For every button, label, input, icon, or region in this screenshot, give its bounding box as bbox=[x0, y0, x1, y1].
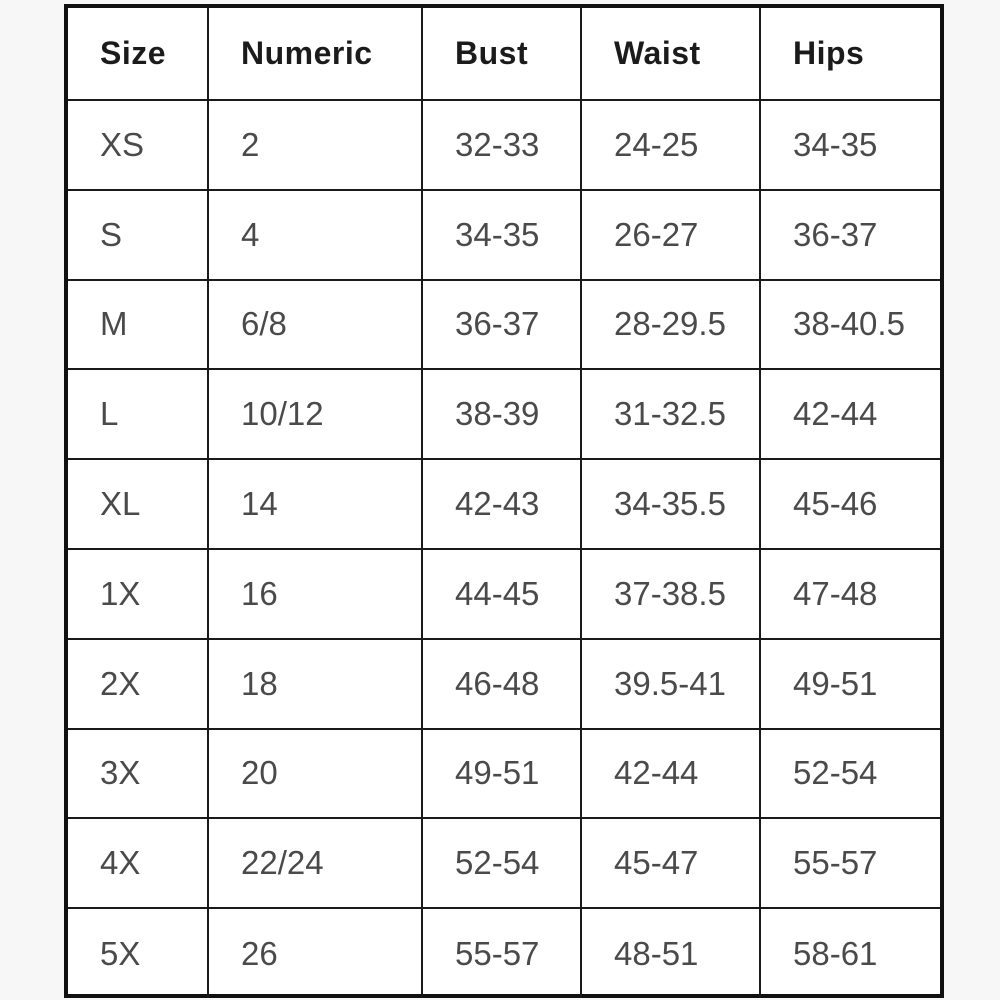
size-cell: 2X bbox=[68, 639, 208, 729]
bust-cell: 32-33 bbox=[422, 100, 581, 190]
size-cell: 1X bbox=[68, 549, 208, 639]
hips-cell: 42-44 bbox=[760, 369, 940, 459]
bust-cell: 55-57 bbox=[422, 908, 581, 998]
column-header-size: Size bbox=[68, 8, 208, 100]
size-cell: 3X bbox=[68, 729, 208, 819]
size-cell: XL bbox=[68, 459, 208, 549]
bust-cell: 44-45 bbox=[422, 549, 581, 639]
size-cell: 4X bbox=[68, 818, 208, 908]
size-cell: S bbox=[68, 190, 208, 280]
header-row bbox=[68, 8, 940, 100]
hips-cell: 49-51 bbox=[760, 639, 940, 729]
size-cell: XS bbox=[68, 100, 208, 190]
numeric-cell: 20 bbox=[208, 729, 422, 819]
numeric-cell: 14 bbox=[208, 459, 422, 549]
waist-cell: 48-51 bbox=[581, 908, 760, 998]
numeric-cell: 10/12 bbox=[208, 369, 422, 459]
numeric-cell: 6/8 bbox=[208, 280, 422, 370]
waist-cell: 28-29.5 bbox=[581, 280, 760, 370]
size-chart-table bbox=[68, 8, 940, 998]
bust-cell: 46-48 bbox=[422, 639, 581, 729]
waist-cell: 42-44 bbox=[581, 729, 760, 819]
table-row bbox=[68, 549, 940, 639]
hips-cell: 38-40.5 bbox=[760, 280, 940, 370]
hips-cell: 52-54 bbox=[760, 729, 940, 819]
hips-cell: 45-46 bbox=[760, 459, 940, 549]
bust-cell: 36-37 bbox=[422, 280, 581, 370]
numeric-cell: 16 bbox=[208, 549, 422, 639]
waist-cell: 24-25 bbox=[581, 100, 760, 190]
size-chart-body bbox=[68, 100, 940, 998]
table-row bbox=[68, 369, 940, 459]
bust-cell: 52-54 bbox=[422, 818, 581, 908]
waist-cell: 45-47 bbox=[581, 818, 760, 908]
table-row bbox=[68, 100, 940, 190]
waist-cell: 37-38.5 bbox=[581, 549, 760, 639]
table-row bbox=[68, 729, 940, 819]
numeric-cell: 2 bbox=[208, 100, 422, 190]
hips-cell: 58-61 bbox=[760, 908, 940, 998]
bust-cell: 38-39 bbox=[422, 369, 581, 459]
hips-cell: 55-57 bbox=[760, 818, 940, 908]
waist-cell: 31-32.5 bbox=[581, 369, 760, 459]
size-cell: 5X bbox=[68, 908, 208, 998]
numeric-cell: 22/24 bbox=[208, 818, 422, 908]
table-row bbox=[68, 459, 940, 549]
column-header-hips: Hips bbox=[760, 8, 940, 100]
size-chart-sheet bbox=[64, 4, 944, 998]
hips-cell: 34-35 bbox=[760, 100, 940, 190]
table-row bbox=[68, 639, 940, 729]
column-header-numeric: Numeric bbox=[208, 8, 422, 100]
waist-cell: 26-27 bbox=[581, 190, 760, 280]
bust-cell: 49-51 bbox=[422, 729, 581, 819]
numeric-cell: 26 bbox=[208, 908, 422, 998]
column-header-bust: Bust bbox=[422, 8, 581, 100]
hips-cell: 47-48 bbox=[760, 549, 940, 639]
hips-cell: 36-37 bbox=[760, 190, 940, 280]
table-row bbox=[68, 190, 940, 280]
waist-cell: 34-35.5 bbox=[581, 459, 760, 549]
numeric-cell: 18 bbox=[208, 639, 422, 729]
bust-cell: 42-43 bbox=[422, 459, 581, 549]
table-row bbox=[68, 280, 940, 370]
table-row bbox=[68, 908, 940, 998]
bust-cell: 34-35 bbox=[422, 190, 581, 280]
numeric-cell: 4 bbox=[208, 190, 422, 280]
waist-cell: 39.5-41 bbox=[581, 639, 760, 729]
size-cell: L bbox=[68, 369, 208, 459]
table-row bbox=[68, 818, 940, 908]
size-cell: M bbox=[68, 280, 208, 370]
column-header-waist: Waist bbox=[581, 8, 760, 100]
